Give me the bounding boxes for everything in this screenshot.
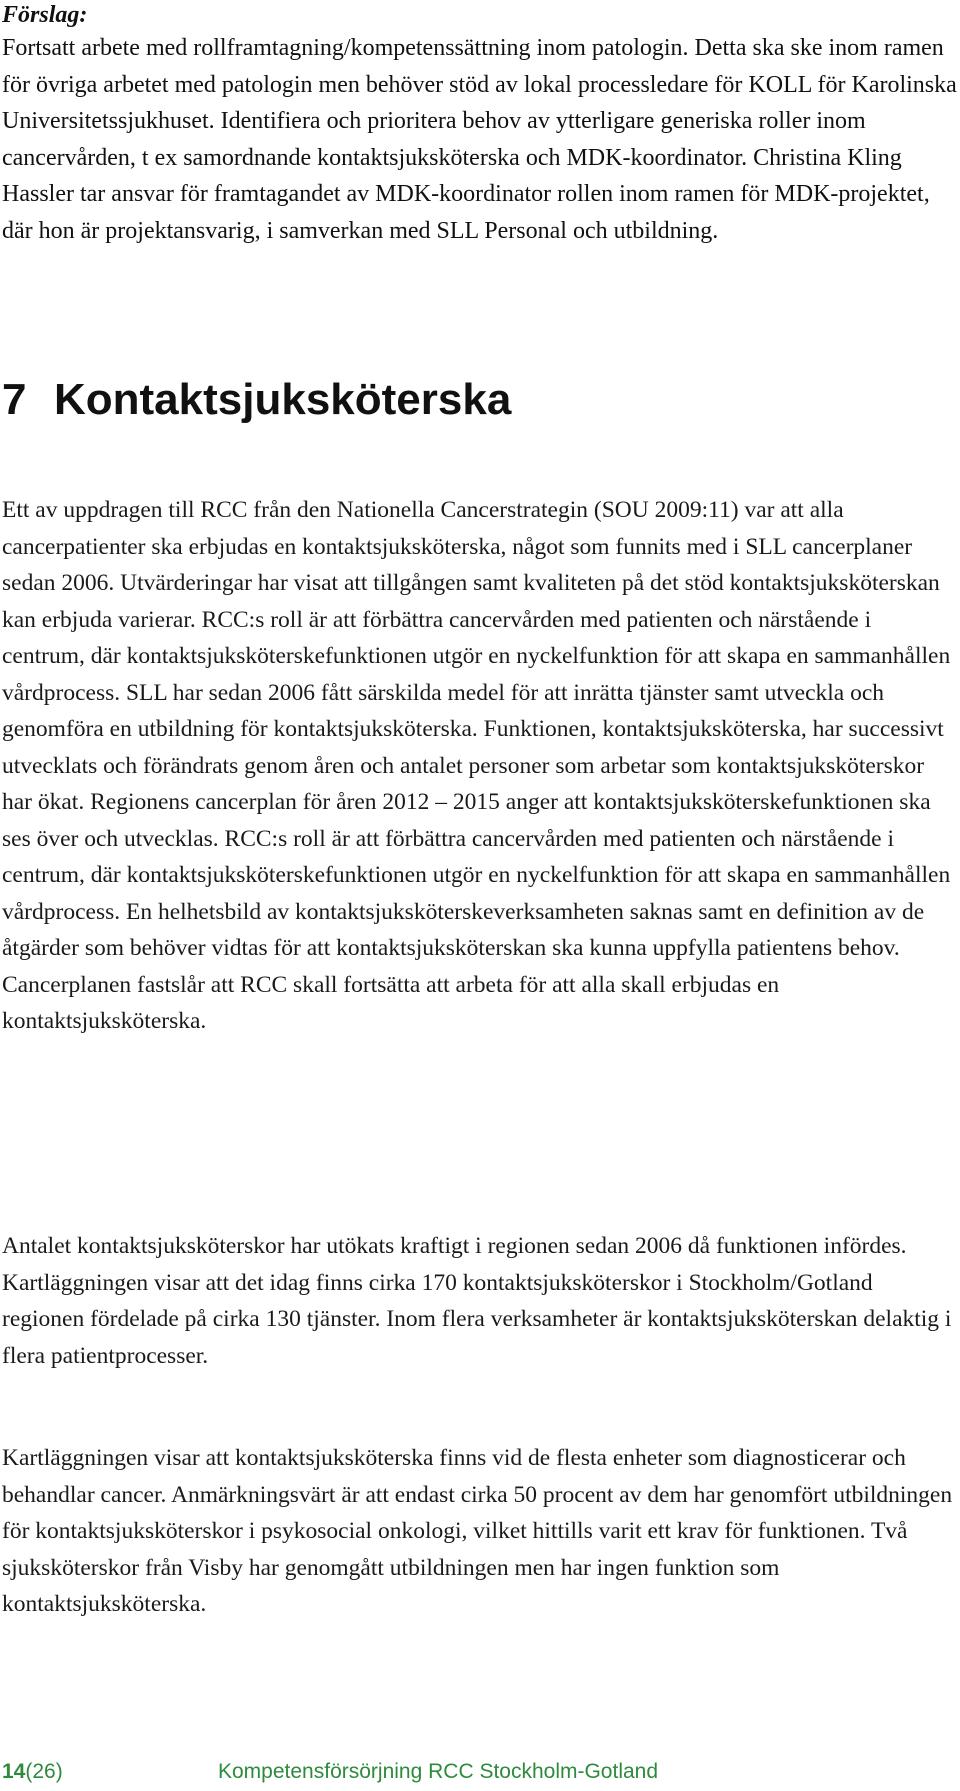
section-title: Kontaktsjuksköterska xyxy=(54,375,512,424)
page-total: (26) xyxy=(25,1760,63,1783)
proposal-section xyxy=(2,0,957,249)
body-paragraph: Antalet kontaktsjuksköterskor har utökats kraftigt i regionen sedan 2006 då funktionen infördes. Kartläggningen visar att det idag finns cirka 170 kontaktsjuksköterskor i Stockholm/Gotland regionen fördelade på cirka 130 tjänster. Inom flera verksamheter är kontaktsjuksköterskan delaktig i flera patientprocesser. xyxy=(2,1233,952,1369)
body-paragraph: Ett av uppdragen till RCC från den Nationella Cancerstrategin (SOU 2009:11) var att alla cancerpatienter ska erbjudas en kontaktsjuksköterska, något som funnits med i SLL cancerplaner sedan 2006. Utvärderingar har visat att tillgången samt kvaliteten på det stöd kontaktsjuksköterskan kan erbjuda varierar. RCC:s roll är att förbättra cancervården med patienten och närstående i centrum, där kontaktsjuksköterskefunktionen utgör en nyckelfunktion för att skapa en sammanhållen vårdprocess. SLL har sedan 2006 fått särskilda medel för att inrätta tjänster samt utveckla och genomföra en utbildning för kontaktsjuksköterska. Funktionen, kontaktsjuksköterska, har successivt utvecklats och förändrats genom åren och antalet personer som arbetar som kontaktsjuksköterskor har ökat. Regionens cancerplan för åren 2012 – 2015 anger att kontaktsjuksköterskefunktionen ska ses över och utvecklas. RCC:s roll är att förbättra cancervården med patienten och närstående i centrum, där kontaktsjuksköterskefunktionen utgör en nyckelfunktion för att skapa en sammanhållen vårdprocess. En helhetsbild av kontaktsjuksköterskeverksamheten saknas samt en definition av de åtgärder som behöver vidtas för att kontaktsjuksköterskan ska kunna uppfylla patientens behov. Cancerplanen fastslår att RCC skall fortsätta att arbeta för att alla skall erbjudas en kontaktsjuksköterska. xyxy=(2,497,951,1034)
proposal-heading: Förslag: xyxy=(2,2,88,28)
section-number: 7 xyxy=(2,375,27,424)
section-heading xyxy=(2,370,511,430)
page-number: 14 xyxy=(2,1760,26,1783)
footer-title: Kompetensförsörjning RCC Stockholm-Gotland xyxy=(218,1760,659,1783)
page-footer xyxy=(2,1757,958,1787)
body-paragraph: Kartläggningen visar att kontaktsjuksköterska finns vid de flesta enheter som diagnosticerar och behandlar cancer. Anmärkningsvärt är att endast cirka 50 procent av dem har genomfört utbildningen för kontaktsjuksköterskor i psykosocial onkologi, vilket hittills varit ett krav för funktionen. Två sjuksköterskor från Visby har genomgått utbildningen men har ingen funktion som kontaktsjuksköterska. xyxy=(2,1445,953,1617)
proposal-text: Fortsatt arbete med rollframtagning/kompetenssättning inom patologin. Detta ska ske inom ramen för övriga arbetet med patologin men behöver stöd av lokal processledare för KOLL för Karolinska Universitetssjukhuset. Identifiera och prioritera behov av ytterligare generiska roller inom cancervården, t ex samordnande kontaktsjuksköterska och MDK-koordinator. Christina Kling Hassler tar ansvar för framtagandet av MDK-koordinator rollen inom ramen för MDK-projektet, där hon är projektansvarig, i samverkan med SLL Personal och utbildning. xyxy=(2,35,957,244)
